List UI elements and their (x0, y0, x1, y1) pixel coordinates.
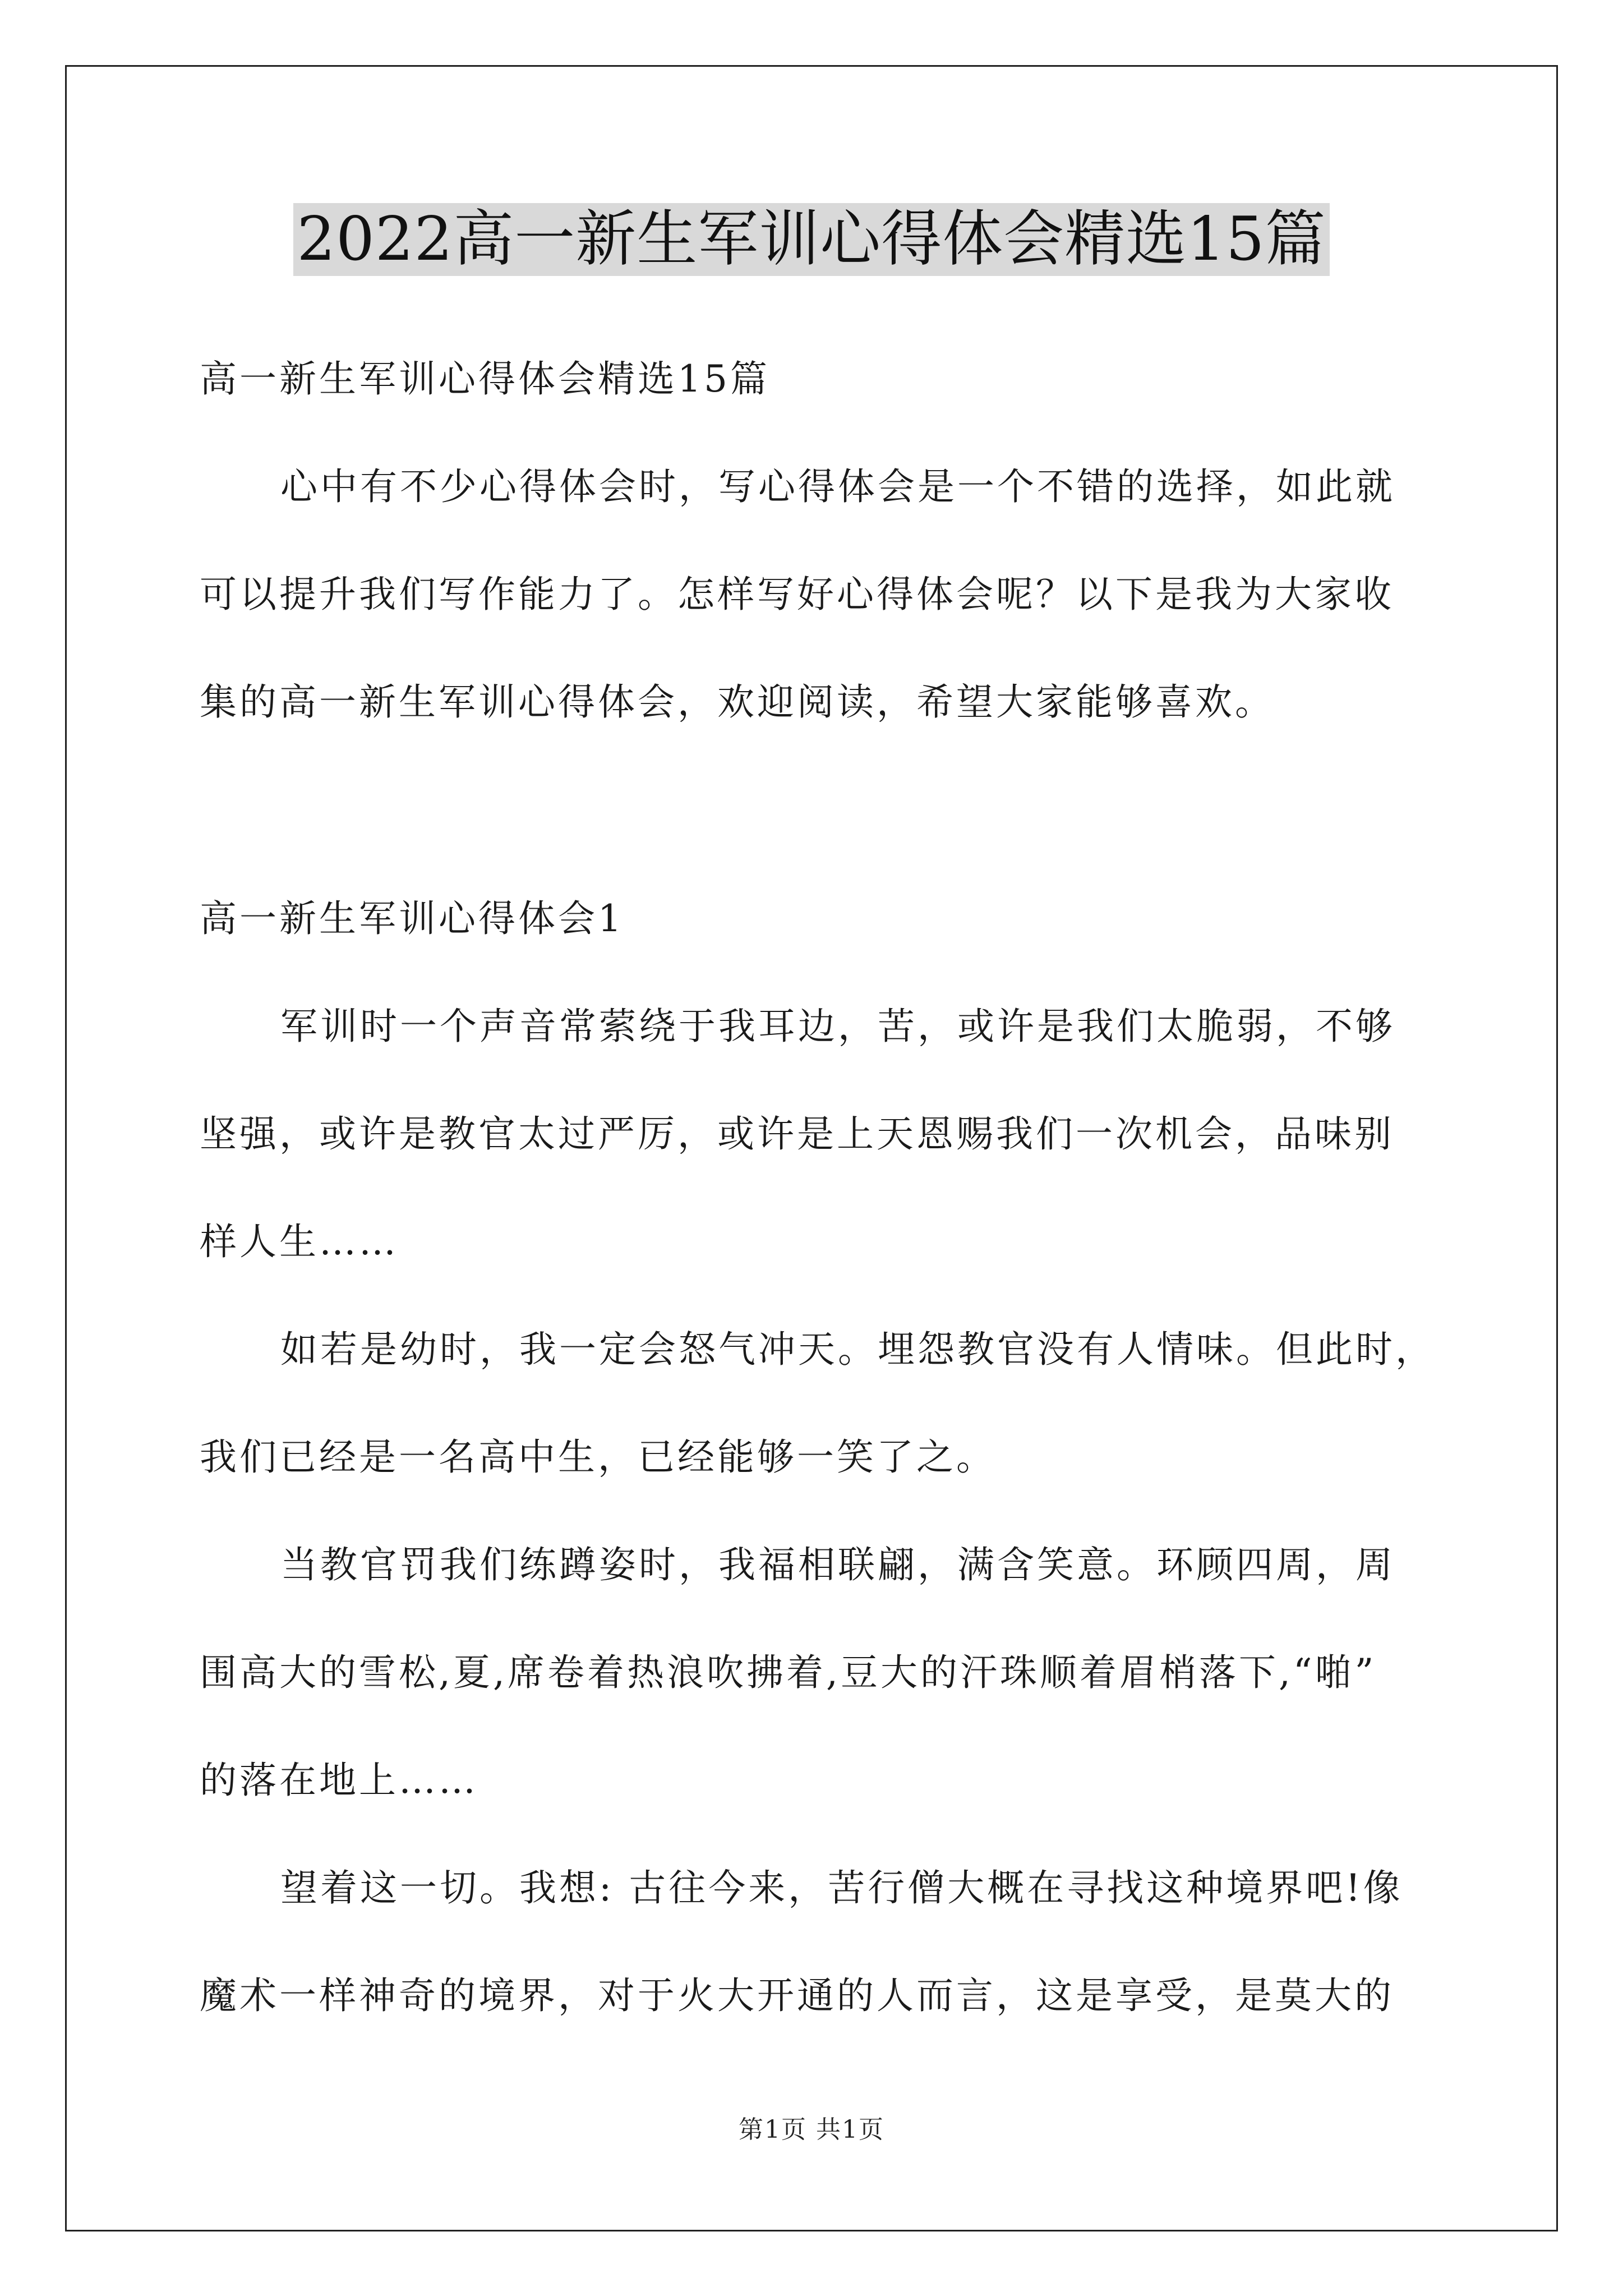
page-number-footer: 第1页 共1页 (739, 2115, 884, 2144)
document-title: 2022高一新生军训心得体会精选15篇 (293, 203, 1329, 276)
intro-line: 可以提升我们写作能力了。怎样写好心得体会呢？以下是我为大家收 (200, 573, 1394, 616)
title-container (0, 203, 1623, 276)
intro-line: 集的高一新生军训心得体会，欢迎阅读，希望大家能够喜欢。 (200, 680, 1275, 724)
paragraph-line: 坚强，或许是教官太过严厉，或许是上天恩赐我们一次机会，品味别 (200, 1112, 1394, 1156)
intro-line: 心中有不少心得体会时，写心得体会是一个不错的选择，如此就 (280, 465, 1395, 508)
paragraph-line: 如若是幼时，我一定会怒气冲天。埋怨教官没有人情味。但此时， (280, 1328, 1435, 1371)
paragraph-line: 我们已经是一名高中生，已经能够一笑了之。 (200, 1435, 996, 1479)
paragraph-line: 魔术一样神奇的境界，对于火大开通的人而言，这是享受，是莫大的 (200, 1974, 1394, 2017)
paragraph-line: 军训时一个声音常萦绕于我耳边，苦，或许是我们太脆弱，不够 (280, 1005, 1395, 1048)
paragraph-line: 样人生…… (200, 1220, 399, 1263)
section-heading: 高一新生军训心得体会1 (200, 897, 624, 940)
paragraph-line: 望着这一切。我想: 古往今来，苦行僧大概在寻找这种境界吧!像 (280, 1866, 1403, 1910)
paragraph-line: 当教官罚我们练蹲姿时，我福相联翩，满含笑意。环顾四周，周 (280, 1543, 1395, 1586)
paragraph-line: 围高大的雪松,夏,席卷着热浪吹拂着,豆大的汗珠顺着眉梢落下,“啪” (200, 1651, 1377, 1694)
subtitle: 高一新生军训心得体会精选15篇 (200, 357, 770, 401)
paragraph-line: 的落在地上…… (200, 1759, 478, 1802)
